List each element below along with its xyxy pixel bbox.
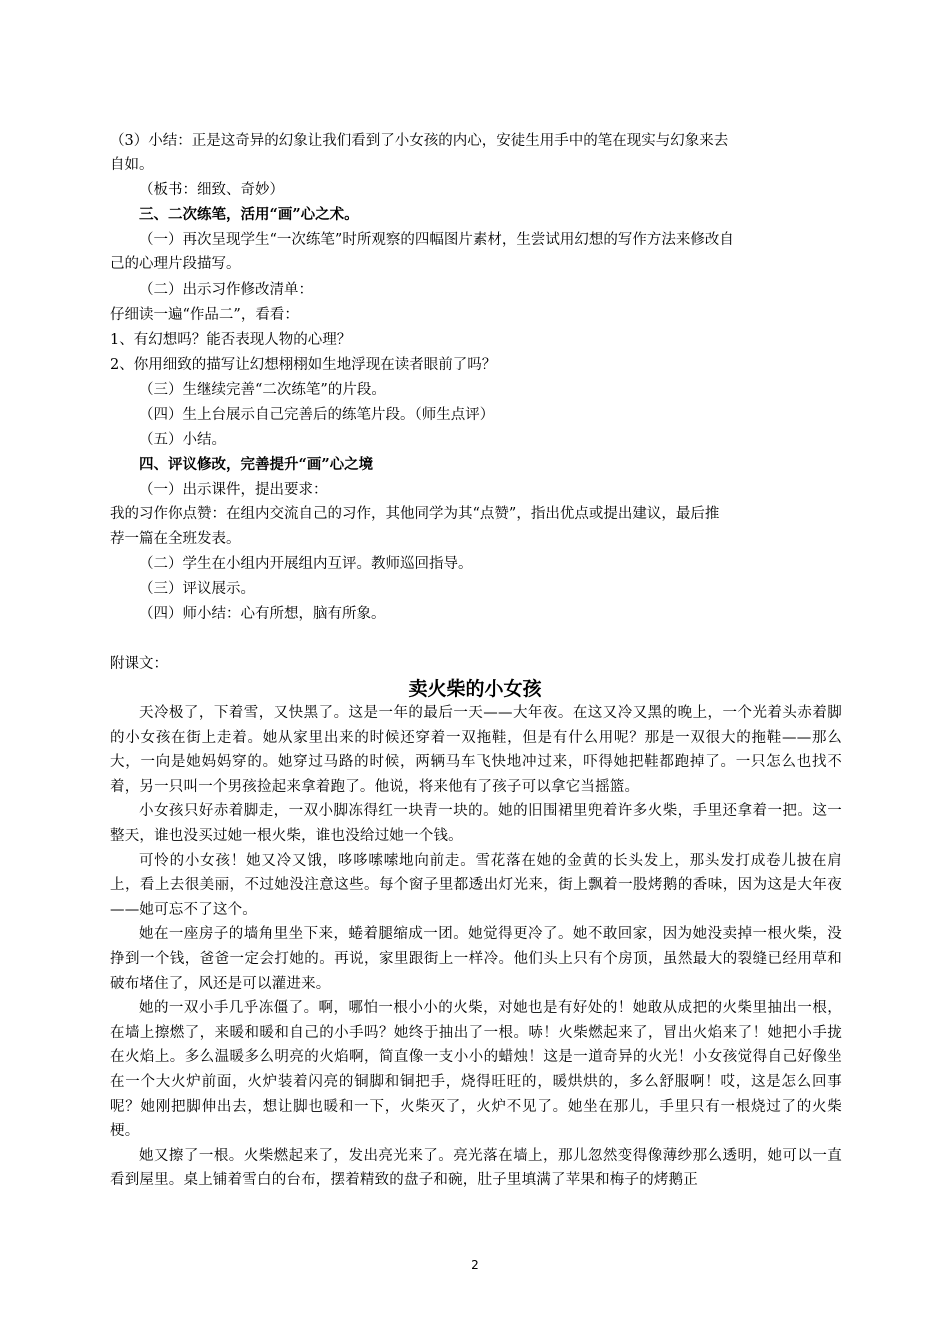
s3-item5: （五）小结。 (139, 432, 226, 448)
s3-item1-line2: 己的心理片段描写。 (110, 256, 241, 272)
s3-item4: （四）生上台展示自己完善后的练笔片段。（师生点评） (139, 407, 495, 423)
s3-question1: 1、有幻想吗？能否表现人物的心理？ (110, 332, 352, 348)
s3-question2: 2、你用细致的描写让幻想栩栩如生地浮现在读者眼前了吗？ (110, 357, 497, 373)
story-paragraph: 可怜的小女孩！她又冷又饿，哆哆嗦嗦地向前走。雪花落在她的金黄的长头发上，那头发打成卷儿披在肩上，看上去很美丽，不过她没注意这些。每个窗子里都透出灯光来，街上飘着一股烤鹅的香味，因为这是大年夜——她可忘不了这个。 (110, 852, 842, 918)
section3-heading: 三、二次练笔，活用“画”心之术。 (139, 206, 359, 223)
page-number: 2 (471, 1258, 479, 1272)
s4-requirement-line2: 荐一篇在全班发表。 (110, 531, 241, 547)
story-body (110, 701, 842, 1193)
section4-heading: 四、评议修改，完善提升“画”心之境 (139, 456, 374, 473)
story-paragraph: 她的一双小手几乎冻僵了。啊，哪怕一根小小的火柴，对她也是有好处的！她敢从成把的火柴里抽出一根，在墙上擦燃了，来暖和暖和自己的小手吗？她终于抽出了一根。哧！火柴燃起来了，冒出火焰来了！她把小手拢在火焰上。多么温暖多么明亮的火焰啊，简直像一支小小的蜡烛！这是一道奇异的火光！小女孩觉得自己好像坐在一个大火炉前面，火炉装着闪亮的铜脚和铜把手，烧得旺旺的，暖烘烘的，多么舒服啊！哎，这是怎么回事呢？她刚把脚伸出去，想让脚也暖和一下，火柴灭了，火炉不见了。她坐在那儿，手里只有一根烧过了的火柴梗。 (110, 1000, 842, 1140)
story-paragraph: 小女孩只好赤着脚走，一双小脚冻得红一块青一块的。她的旧围裙里兜着许多火柴，手里还拿着一把。这一整天，谁也没买过她一根火柴，谁也没给过她一个钱。 (110, 803, 842, 844)
s4-item4: （四）师小结：心有所想，脑有所象。 (139, 606, 386, 622)
s4-item3: （三）评议展示。 (139, 581, 255, 597)
summary3-line2: 自如。 (110, 157, 154, 173)
s4-item2: （二）学生在小组内开展组内互评。教师巡回指导。 (139, 556, 473, 572)
story-paragraph: 她又擦了一根。火柴燃起来了，发出亮光来了。亮光落在墙上，那儿忽然变得像薄纱那么透明，她可以一直看到屋里。桌上铺着雪白的台布，摆着精致的盘子和碗，肚子里填满了苹果和梅子的烤鹅正 (110, 1147, 842, 1189)
s3-item2: （二）出示习作修改清单： (139, 282, 313, 298)
board-note: （板书：细致、奇妙） (139, 182, 284, 198)
s3-item3: （三）生继续完善“二次练笔”的片段。 (139, 382, 386, 398)
story-title: 卖火柴的小女孩 (408, 678, 542, 700)
s4-requirement-line1: 我的习作你点赞：在组内交流自己的习作，其他同学为其“点赞”，指出优点或提出建议，最后推 (110, 506, 720, 522)
s3-item1-line1: （一）再次呈现学生“一次练笔”时所观察的四幅图片素材，生尝试用幻想的写作方法来修改自 (139, 232, 734, 248)
summary3-line1: （3）小结：正是这奇异的幻象让我们看到了小女孩的内心，安徒生用手中的笔在现实与幻象来去 (110, 133, 729, 149)
story-paragraph: 她在一座房子的墙角里坐下来，蜷着腿缩成一团。她觉得更冷了。她不敢回家，因为她没卖掉一根火柴，没挣到一个钱，爸爸一定会打她的。再说，家里跟街上一样冷。他们头上只有个房顶，虽然最大的裂缝已经用草和破布堵住了，风还是可以灌进来。 (110, 926, 842, 992)
s4-item1: （一）出示课件，提出要求： (139, 482, 328, 498)
s3-read-instruction: 仔细读一遍“作品二”，看看： (110, 307, 299, 323)
appendix-label: 附课文： (110, 656, 168, 672)
story-paragraph: 天冷极了，下着雪，又快黑了。这是一年的最后一天——大年夜。在这又冷又黑的晚上，一个光着头赤着脚的小女孩在街上走着。她从家里出来的时候还穿着一双拖鞋，但是有什么用呢？那是一双很大的拖鞋——那么大，一向是她妈妈穿的。她穿过马路的时候，两辆马车飞快地冲过来，吓得她把鞋都跑掉了。一只怎么也找不着，另一只叫一个男孩捡起来拿着跑了。他说，将来他有了孩子可以拿它当摇篮。 (110, 705, 842, 795)
